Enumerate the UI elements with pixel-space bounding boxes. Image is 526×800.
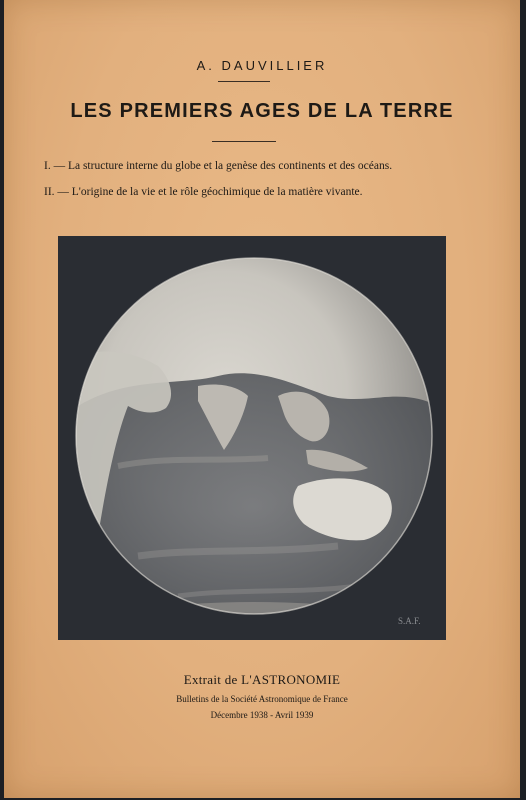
publication-dates: Décembre 1938 - Avril 1939 <box>210 710 314 720</box>
book-cover <box>4 0 520 798</box>
book-title: LES PREMIERS AGES DE LA TERRE <box>70 100 454 122</box>
contents-item-1: I. — La structure interne du globe et la genèse des continents et des océans. <box>44 160 393 172</box>
bulletin-line: Bulletins de la Société Astronomique de France <box>176 694 348 704</box>
author-name: A. DAUVILLIER <box>196 58 328 73</box>
divider-rule <box>218 81 270 82</box>
plate-signature: S.A.F. <box>398 616 421 626</box>
globe-image <box>58 236 446 640</box>
globe-illustration <box>58 236 446 640</box>
contents-item-2: II. — L'origine de la vie et le rôle géochimique de la matière vivante. <box>44 186 363 198</box>
divider-rule <box>212 141 276 142</box>
source-line: Extrait de L'ASTRONOMIE <box>183 672 341 687</box>
